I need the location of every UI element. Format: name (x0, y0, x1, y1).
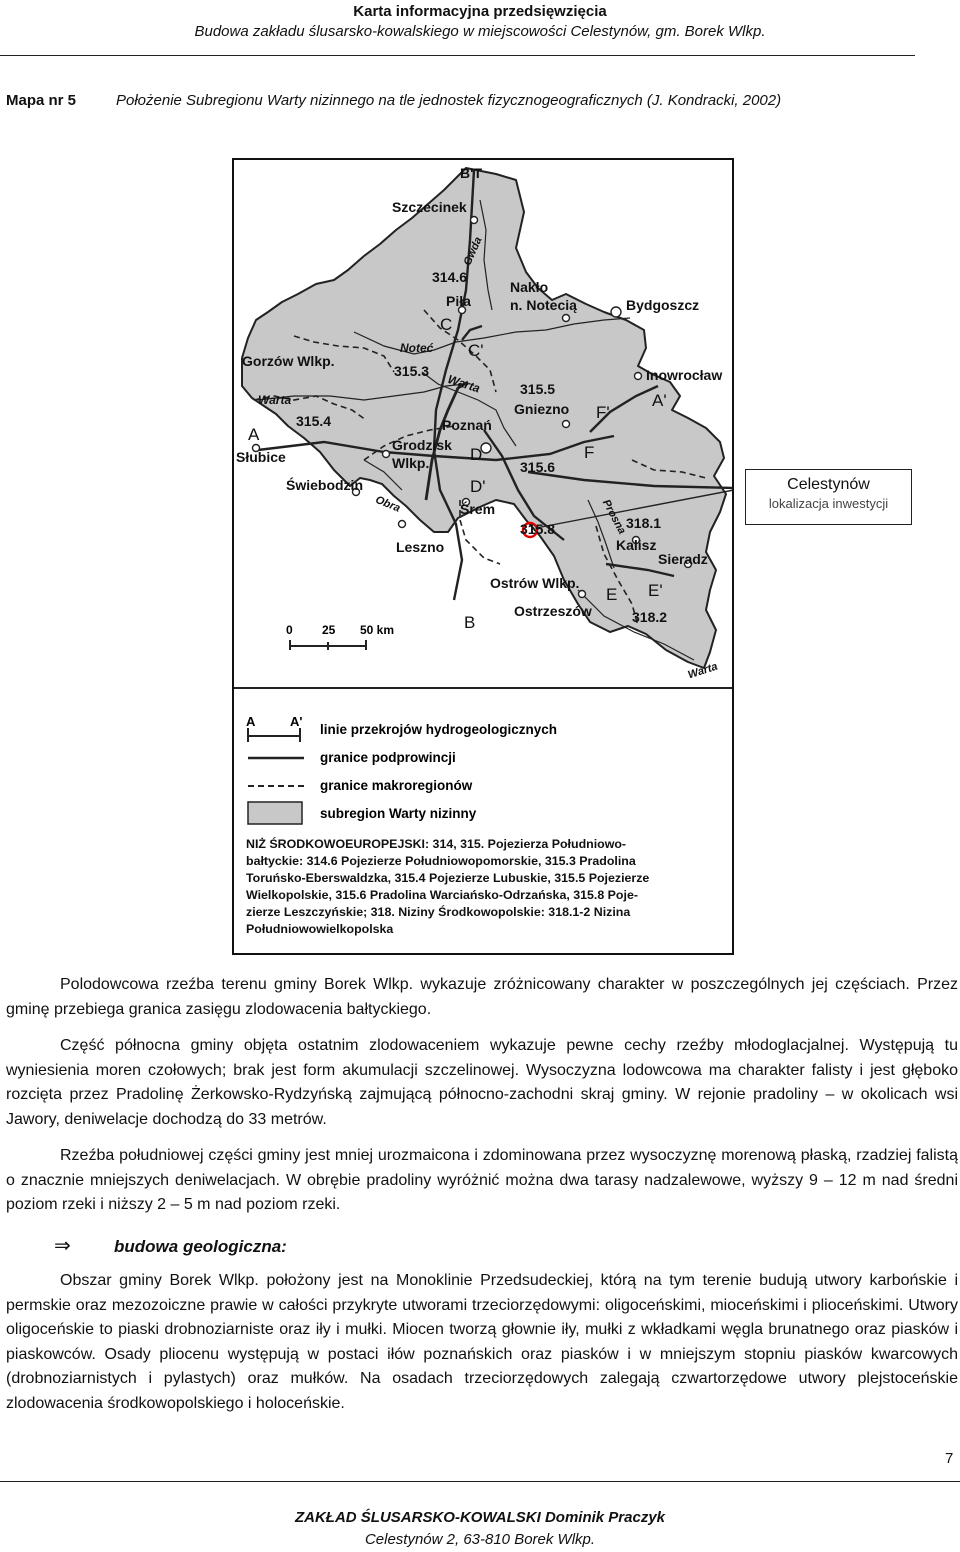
footer-line-2: Celestynów 2, 63-810 Borek Wlkp. (364, 1531, 596, 1548)
label-318-1: 318.1 (626, 515, 662, 531)
callout-title: Celestynów (787, 476, 870, 493)
label-b: B (464, 613, 476, 632)
label-f: F (584, 443, 595, 462)
footer-divider (0, 1481, 960, 1482)
label-314-6: 314.6 (432, 269, 468, 285)
page-header (0, 2, 960, 42)
header-divider (0, 55, 915, 56)
callout-subtitle: lokalizacja inwestycji (768, 496, 889, 511)
label-szczecinek: Szczecinek (392, 199, 467, 215)
label-c: C (440, 315, 453, 334)
label-warta-1: Warta (258, 393, 292, 407)
paragraph-1: Polodowcowa rzeźba terenu gminy Borek Wlkp. wykazuje zróżnicowany charakter w poszczególnych jej częściach. Przez gminę przebiega granica zasięgu zlodowacenia bałtyckiego. (6, 976, 958, 1018)
label-srem: Śrem (460, 501, 496, 517)
map-figure (232, 158, 734, 955)
label-obra: Obra (373, 493, 402, 515)
label-c-prime: C' (468, 341, 484, 360)
label-f-prime: F' (596, 403, 610, 422)
legend-note-3: Toruńsko-Eberswaldzka, 315.4 Pojezierze Lubuskie, 315.5 Pojezierze (246, 871, 650, 885)
label-315-5: 315.5 (520, 381, 556, 397)
body-text-bottom (6, 1269, 958, 1428)
label-notec: Noteć (400, 341, 434, 355)
map-number: Mapa nr 5 (6, 92, 77, 109)
label-grodzisk-1: Grodzisk (392, 437, 452, 453)
label-poznan: Poznań (442, 417, 492, 433)
label-a: A (248, 425, 260, 444)
label-warta-2: Warta (445, 371, 482, 396)
section-heading (54, 1233, 287, 1258)
label-315-8: 315.8 (520, 521, 556, 537)
legend-note-2: bałtyckie: 314.6 Pojezierze Południowopomorskie, 315.3 Pradolina (246, 854, 636, 868)
label-leszno: Leszno (396, 539, 445, 555)
label-kalisz: Kalisz (616, 537, 657, 553)
paragraph-4: Obszar gminy Borek Wlkp. położony jest na Monoklinie Przedsudeckiej, którą na tym terenie budują utwory karbońskie i permskie oraz mezozoiczne prawie w całości przykryte utworami trzeciorzędowymi: oligoceńskimi, mioceńskimi i plioceńskimi. Utwory oligoceńskie to piaski drobnoziarniste oraz iły i mułki. Miocen tworzą głownie iły, mułki z wkładkami węgla brunatnego oraz piasków i piaskowców. Osady pliocenu występują w postaci iłów poznańskich oraz piasków i w mniejszym stopniu piasków kwarcowych (drobnoziarnistych i pylastych) oraz mułków. Na osadach trzeciorzędowych zalegają czwartorzędowe utwory plejstoceńskie zlodowacenia środkowopolskiego i holoceńskie. (6, 1272, 958, 1412)
label-grodzisk-2: Wlkp. (392, 455, 430, 471)
label-naklo-1: Nakło (510, 279, 549, 295)
scale-50: 50 km (360, 623, 395, 637)
label-swiebodzin: Świebodzin (286, 477, 363, 493)
label-d-prime: D' (470, 477, 486, 496)
label-sieradz: Sieradz (658, 551, 708, 567)
label-naklo-2: n. Notecią (510, 297, 577, 313)
scale-25: 25 (322, 623, 336, 637)
label-d: D (470, 445, 483, 464)
label-inowroclaw: Inowrocław (646, 367, 723, 383)
label-315-3: 315.3 (394, 363, 430, 379)
label-e-prime: E' (648, 581, 663, 600)
legend-a-prime: A' (290, 714, 303, 729)
label-gniezno: Gniezno (514, 401, 570, 417)
page-number: 7 (945, 1450, 954, 1467)
legend-item-3: granice makroregionów (320, 778, 473, 793)
label-gorzow: Gorzów Wlkp. (242, 353, 335, 369)
legend-note-1: NIŻ ŚRODKOWOEUROPEJSKI: 314, 315. Pojezierza Południowo- (246, 837, 627, 851)
label-btop: B'T (460, 165, 482, 181)
legend-item-4: subregion Warty nizinny (320, 806, 477, 821)
legend-a: A (246, 714, 256, 729)
map-caption: Położenie Subregionu Warty nizinnego na tle jednostek fizycznogeograficznych (J. Kondracki, 2002) (116, 92, 782, 109)
scale-bar (286, 623, 394, 650)
label-315-6: 315.6 (520, 459, 556, 475)
paragraph-2: Część północna gminy objęta ostatnim zlodowaceniem wykazuje pewne cechy rzeźby młodoglacjalnej. Występują tu wyniesienia moren czołowych; brak jest form akumulacji szczelinowej. Wysoczyzna lodowcowa ma charakter falisty i jest głęboko rozcięta przez Pradolinę Żerkowsko-Rydzyńską zajmującą północno-zachodni skraj gminy. W rejonie pradoliny – w okolicach wsi Jawory, deniwelacje dochodzą do 33 metrów. (6, 1037, 958, 1128)
label-bydgoszcz: Bydgoszcz (626, 297, 700, 313)
legend-note-4: Wielkopolskie, 315.6 Pradolina Warciańsko-Odrzańska, 315.8 Poje- (246, 888, 638, 902)
label-318-2: 318.2 (632, 609, 668, 625)
label-warta-3: Warta (686, 660, 720, 682)
header-subtitle: Budowa zakładu ślusarsko-kowalskiego w miejscowości Celestynów, gm. Borek Wlkp. (194, 23, 766, 40)
section-title: budowa geologiczna: (114, 1237, 287, 1256)
header-title: Karta informacyjna przedsięwzięcia (353, 3, 607, 20)
label-gwda: Gwda (461, 235, 485, 268)
right-double-arrow-icon: ⇒ (54, 1235, 71, 1257)
legend-note-6: Południowowielkopolska (246, 922, 394, 936)
map-legend (246, 714, 649, 936)
page-footer (0, 1507, 960, 1551)
label-pila: Piła (446, 293, 471, 309)
footer-line-1: ZAKŁAD ŚLUSARSKO-KOWALSKI Dominik Praczyk (294, 1509, 666, 1526)
label-ostrow: Ostrów Wlkp. (490, 575, 580, 591)
label-a-prime: A' (652, 391, 667, 410)
label-315-4: 315.4 (296, 413, 332, 429)
location-callout (745, 469, 912, 525)
label-ostrzeszow: Ostrzeszów (514, 603, 592, 619)
body-text-top (6, 973, 958, 1230)
label-e: E (606, 585, 618, 604)
legend-item-2: granice podprowincji (320, 750, 456, 765)
legend-item-1: linie przekrojów hydrogeologicznych (320, 722, 558, 737)
legend-note-5: zierze Leszczyńskie; 318. Niziny Środkowopolskie: 318.1-2 Nizina (246, 905, 631, 919)
map-svg (234, 160, 732, 953)
scale-0: 0 (286, 623, 293, 637)
label-prosna: Prosna (599, 497, 628, 537)
paragraph-3: Rzeźba południowej części gminy jest mniej urozmaicona i zdominowana przez wysoczyznę morenową płaską, rzadziej falistą o znacznie mniejszych deniwelacjach. W obrębie pradoliny wyróżnić można dwa tarasy nadzalewowe, wyższy 9 – 12 m nad średni poziom rzeki i niższy 2 – 5 m nad poziom rzeki. (6, 1147, 958, 1213)
map-caption-row (6, 91, 781, 111)
label-slubice: Słubice (236, 449, 286, 465)
